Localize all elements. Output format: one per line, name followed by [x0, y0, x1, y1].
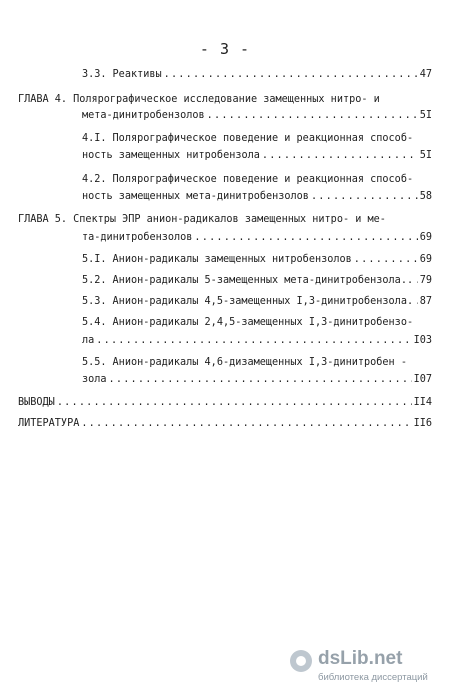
watermark-brand: dsLib.net — [318, 648, 403, 669]
dot-leader — [354, 252, 418, 268]
section-title: ВЫВОДЫ — [18, 397, 55, 408]
section-number: 5.I. — [82, 254, 107, 265]
section-title: Полярографическое поведение и реакционная способ- — [112, 174, 414, 185]
page-ref: 87 — [419, 296, 432, 307]
toc-chapter-5-line-1 — [18, 212, 428, 228]
page-ref: I03 — [413, 335, 432, 346]
toc-entry-4-2-line-2 — [82, 189, 432, 205]
toc-entry-4-1-line-2 — [82, 148, 432, 164]
dot-leader — [96, 333, 411, 349]
section-number: 5.5. — [82, 357, 107, 368]
dot-leader — [194, 230, 417, 246]
toc-entry-5-5-line-1 — [82, 355, 422, 371]
page-ref: II6 — [413, 418, 432, 429]
section-number: 5.4. — [82, 317, 107, 328]
toc-entry-3-3 — [82, 67, 432, 83]
toc-entry-5-5-line-2 — [82, 372, 432, 388]
page-ref: II4 — [413, 397, 432, 408]
toc-chapter-4-line-1 — [18, 92, 418, 108]
dot-leader — [262, 148, 418, 164]
toc-entry-conclusions — [18, 395, 432, 411]
chapter-title-continued: та-динитробензолов — [82, 232, 193, 243]
page-ref: 47 — [419, 69, 432, 80]
section-number: 4.2. — [82, 174, 107, 185]
section-number: 3.3. — [82, 69, 107, 80]
toc-entry-5-4-line-2 — [82, 333, 432, 349]
page-ref: 5I — [419, 150, 432, 161]
toc-entry-5-4-line-1 — [82, 315, 422, 331]
section-title: ЛИТЕРАТУРА — [18, 418, 80, 429]
watermark — [290, 648, 440, 688]
dot-leader — [415, 273, 418, 289]
chapter-title: Полярографическое исследование замещенных нитро- и — [73, 94, 380, 105]
section-title: Анион-радикалы 5-замещенных мета-динитробензола.. — [112, 275, 414, 286]
section-title: Анион-радикалы 4,6-дизамещенных I,3-динитробен - — [112, 357, 407, 368]
toc-entry-5-1 — [82, 252, 432, 268]
page-ref: 79 — [419, 275, 432, 286]
section-number: 5.3. — [82, 296, 107, 307]
dot-leader — [57, 395, 412, 411]
dot-leader — [81, 416, 411, 432]
chapter-label: ГЛАВА 4. — [18, 94, 68, 105]
toc-chapter-5-line-2 — [82, 230, 432, 246]
page-ref: 5I — [419, 110, 432, 121]
section-number: 4.I. — [82, 133, 107, 144]
section-title-continued: ность замещенных нитробензола — [82, 150, 260, 161]
toc-entry-literature — [18, 416, 432, 432]
chapter-title: Спектры ЭПР анион-радикалов замещенных нитро- и ме- — [73, 214, 386, 225]
toc-chapter-4-line-2 — [82, 108, 432, 124]
section-title: Анион-радикалы 4,5-замещенных I,3-динитробензола. — [112, 296, 414, 307]
section-title: Реактивы — [112, 69, 162, 80]
section-title: Анион-радикалы замещенных нитробензолов — [112, 254, 352, 265]
dot-leader — [311, 189, 418, 205]
page-number: - 3 - — [199, 40, 251, 58]
section-title: Анион-радикалы 2,4,5-замещенных I,3-динитробензо- — [112, 317, 414, 328]
dot-leader — [207, 108, 418, 124]
section-title: Полярографическое поведение и реакционная способ- — [112, 133, 414, 144]
dot-leader — [164, 67, 418, 83]
chapter-label: ГЛАВА 5. — [18, 214, 68, 225]
watermark-subtitle: библиотека диссертаций — [318, 672, 428, 683]
dot-leader — [415, 294, 418, 310]
dot-leader — [109, 372, 412, 388]
page-ref: 58 — [419, 191, 432, 202]
section-title-continued: ность замещенных мета-динитробензолов — [82, 191, 309, 202]
page-ref: I07 — [413, 374, 432, 385]
page-ref: 69 — [419, 232, 432, 243]
section-title-continued: ла — [82, 335, 95, 346]
section-number: 5.2. — [82, 275, 107, 286]
chapter-title-continued: мета-динитробензолов — [82, 110, 205, 121]
toc-entry-5-2 — [82, 273, 432, 289]
toc-entry-5-3 — [82, 294, 432, 310]
dslib-logo-icon — [290, 650, 312, 672]
page-ref: 69 — [419, 254, 432, 265]
section-title-continued: зола — [82, 374, 107, 385]
toc-entry-4-2-line-1 — [82, 172, 422, 188]
toc-entry-4-1-line-1 — [82, 131, 422, 147]
